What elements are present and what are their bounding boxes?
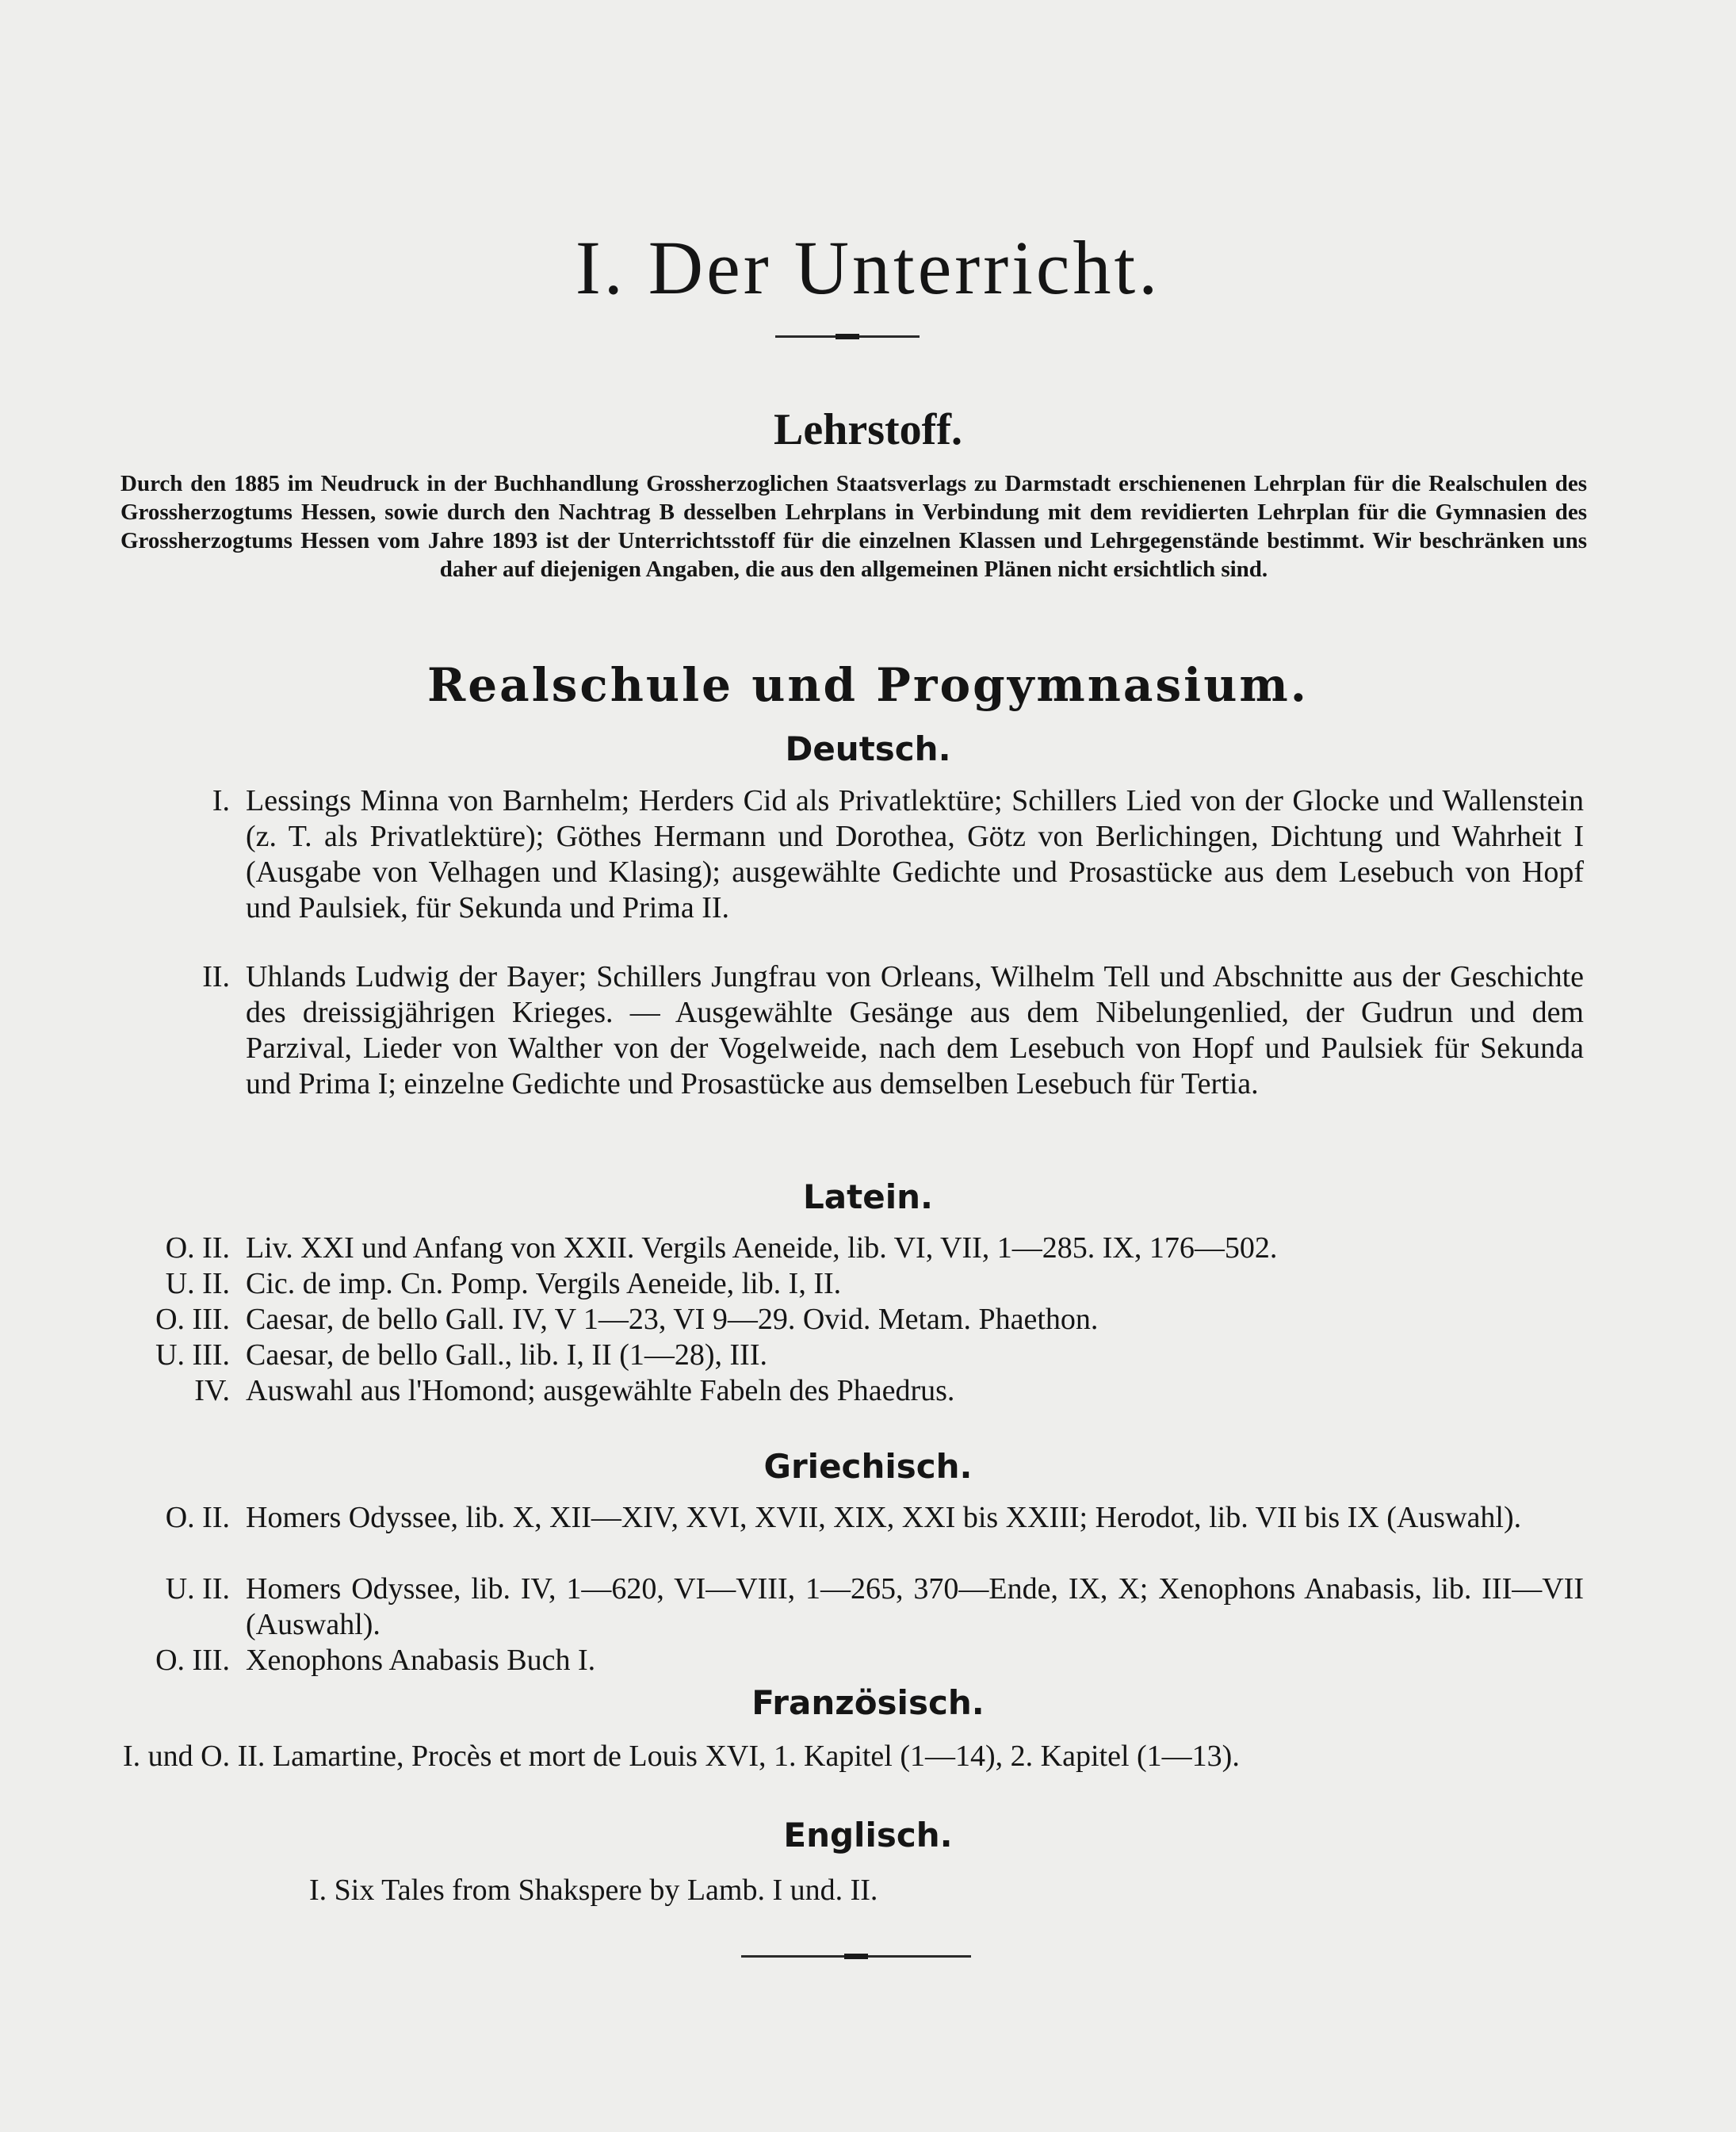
entry-label: U. II. (165, 1572, 230, 1606)
griechisch-entry (165, 1500, 1584, 1536)
school-type-heading: Realschule und Progymnasium. (427, 658, 1309, 712)
latein-entry (194, 1373, 1585, 1409)
subject-heading-griechisch: Griechisch. (763, 1447, 973, 1486)
entry-text: Homers Odyssee, lib. X, XII—XIV, XVI, XVII, XIX, XXI bis XXIII; Herodot, lib. VII bis IX (Auswahl). (246, 1501, 1522, 1534)
entry-text: Auswahl aus l'Homond; ausgewählte Fabeln des Phaedrus. (246, 1374, 955, 1407)
entry-text: Xenophons Anabasis Buch I. (246, 1644, 596, 1677)
entry-label: IV. (194, 1374, 230, 1407)
entry-label: II. (202, 960, 230, 993)
entry-text: Lessings Minna von Barnhelm; Herders Cid als Privatlektüre; Schillers Lied von der Glocke und Wallenstein (z. T. als Privatlektüre); Göthes Hermann und Dorothea, Götz von Berlichingen, Dichtung und Wahrheit I (Ausgabe von Velhagen und Klasing); ausgewählte Gedichte und Prosastücke aus dem Lesebuch von Hopf und Paulsiek, für Sekunda und Prima II. (246, 784, 1584, 924)
entry-text: Caesar, de bello Gall. IV, V 1—23, VI 9—29. Ovid. Metam. Phaethon. (246, 1303, 1099, 1336)
entry-label: I. (212, 784, 230, 817)
rule-ornament (844, 1954, 868, 1959)
entry-label: O. III. (155, 1303, 230, 1336)
entry-text: Liv. XXI und Anfang von XXII. Vergils Aeneide, lib. VI, VII, 1—285. IX, 176—502. (246, 1231, 1278, 1265)
entry-label: O. II. (165, 1231, 230, 1265)
subject-heading-deutsch: Deutsch. (785, 729, 951, 768)
entry-text: Caesar, de bello Gall., lib. I, II (1—28), III. (246, 1338, 767, 1372)
deutsch-entry (202, 959, 1584, 1102)
intro-paragraph: Durch den 1885 im Neudruck in der Buchhandlung Grossherzoglichen Staatsverlags zu Darmstadt erschienenen Lehrplan für die Realschulen des Grossherzogtums Hessen, sowie durch den Nachtrag B desselben Lehrplans in Verbindung mit dem revidierten Lehrplan für die Gymnasien des Grossherzogtums Hessen vom Jahre 1893 ist der Unterrichtsstoff für die einzelnen Klassen und Lehrgegenstände bestimmt. Wir beschränken uns daher auf diejenigen Angaben, die aus den allgemeinen Plänen nicht ersichtlich sind. (120, 471, 1587, 582)
subject-heading-englisch: Englisch. (783, 1816, 953, 1854)
franzoesisch-entry: I. und O. II. Lamartine, Procès et mort de Louis XVI, 1. Kapitel (1—14), 2. Kapitel (1—13). (123, 1740, 1240, 1773)
latein-entry (155, 1302, 1585, 1338)
section-title-lehrstoff: Lehrstoff. (774, 405, 962, 454)
subject-heading-latein: Latein. (803, 1177, 933, 1216)
deutsch-entry (212, 783, 1584, 926)
chapter-title: I. Der Unterricht. (575, 225, 1161, 310)
title-rule (775, 335, 920, 338)
entry-label: U. III. (155, 1338, 230, 1372)
end-rule (741, 1955, 971, 1958)
entry-label: U. II. (165, 1267, 230, 1300)
latein-entry (165, 1231, 1585, 1266)
griechisch-entry (155, 1643, 1584, 1678)
entry-label: O. III. (155, 1644, 230, 1677)
subject-heading-franzoesisch: Französisch. (751, 1683, 985, 1722)
entry-text: Cic. de imp. Cn. Pomp. Vergils Aeneide, lib. I, II. (246, 1267, 842, 1300)
entry-text: Homers Odyssee, lib. IV, 1—620, VI—VIII, 1—265, 370—Ende, IX, X; Xenophons Anabasis, lib. III—VII (Auswahl). (246, 1572, 1584, 1641)
rule-ornament (835, 334, 859, 339)
latein-entry (165, 1266, 1585, 1302)
entry-label: O. II. (165, 1501, 230, 1534)
entry-text: Uhlands Ludwig der Bayer; Schillers Jungfrau von Orleans, Wilhelm Tell und Abschnitte aus der Geschichte des dreissigjährigen Krieges. — Ausgewählte Gesänge aus dem Nibelungenlied, der Gudrun und dem Parzival, Lieder von Walther von der Vogelweide, nach dem Lesebuch von Hopf und Paulsiek für Sekunda und Prima I; einzelne Gedichte und Prosastücke aus demselben Lesebuch für Tertia. (246, 960, 1584, 1100)
griechisch-entry (165, 1571, 1584, 1643)
latein-entry (155, 1338, 1585, 1373)
englisch-entry: I. Six Tales from Shakspere by Lamb. I und. II. (309, 1874, 878, 1907)
